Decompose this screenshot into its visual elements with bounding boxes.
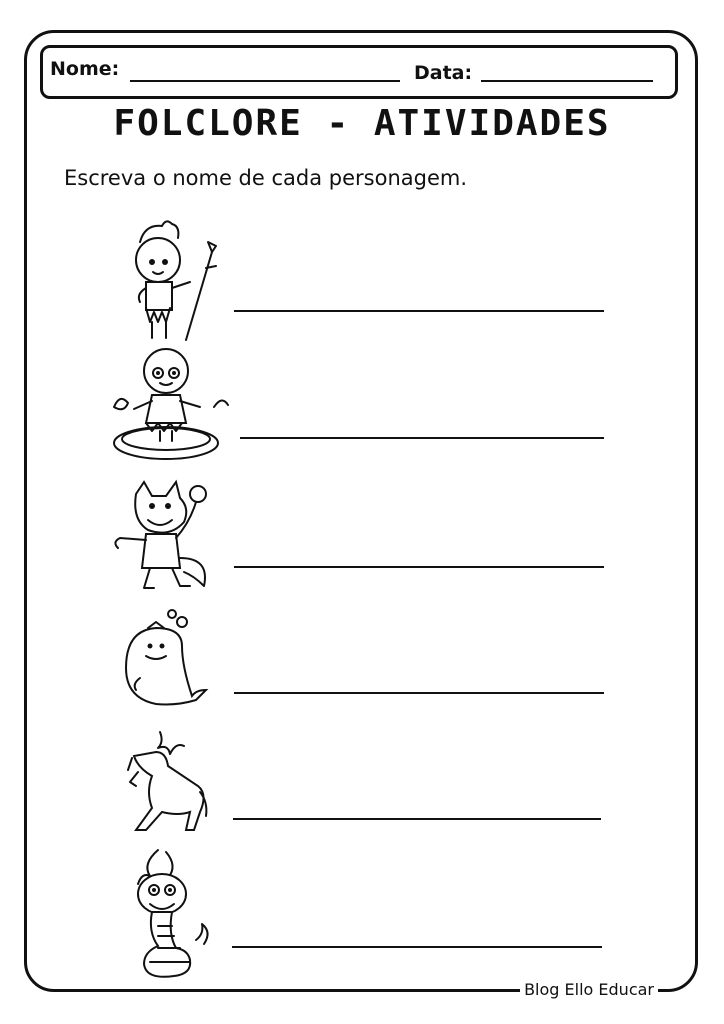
answer-line-5[interactable]: [233, 818, 601, 820]
character-row-2: [100, 343, 620, 463]
answer-line-4[interactable]: [234, 692, 604, 694]
name-input-line[interactable]: [130, 80, 400, 82]
dolphin-icon: [100, 606, 230, 726]
answer-line-3[interactable]: [234, 566, 604, 568]
answer-line-2[interactable]: [240, 437, 604, 439]
answer-line-6[interactable]: [232, 946, 602, 948]
date-input-line[interactable]: [481, 80, 653, 82]
character-row-5: [100, 728, 620, 848]
girl-in-circle-icon: [100, 343, 230, 463]
fire-serpent-icon: [100, 848, 230, 968]
character-row-1: [100, 212, 620, 332]
character-row-6: [100, 848, 620, 968]
instruction-text: Escreva o nome de cada personagem.: [64, 166, 467, 190]
character-row-3: [100, 478, 620, 598]
date-label: Data:: [414, 62, 473, 84]
answer-line-1[interactable]: [234, 310, 604, 312]
werewolf-icon: [100, 478, 230, 598]
footer-credit: Blog Ello Educar: [520, 980, 658, 999]
character-row-4: [100, 606, 620, 726]
header-box: [40, 45, 678, 99]
page-title: FOLCLORE - ATIVIDADES: [113, 103, 611, 144]
boy-with-spear-icon: [100, 212, 230, 332]
name-label: Nome:: [50, 58, 120, 80]
headless-mule-icon: [100, 728, 230, 848]
